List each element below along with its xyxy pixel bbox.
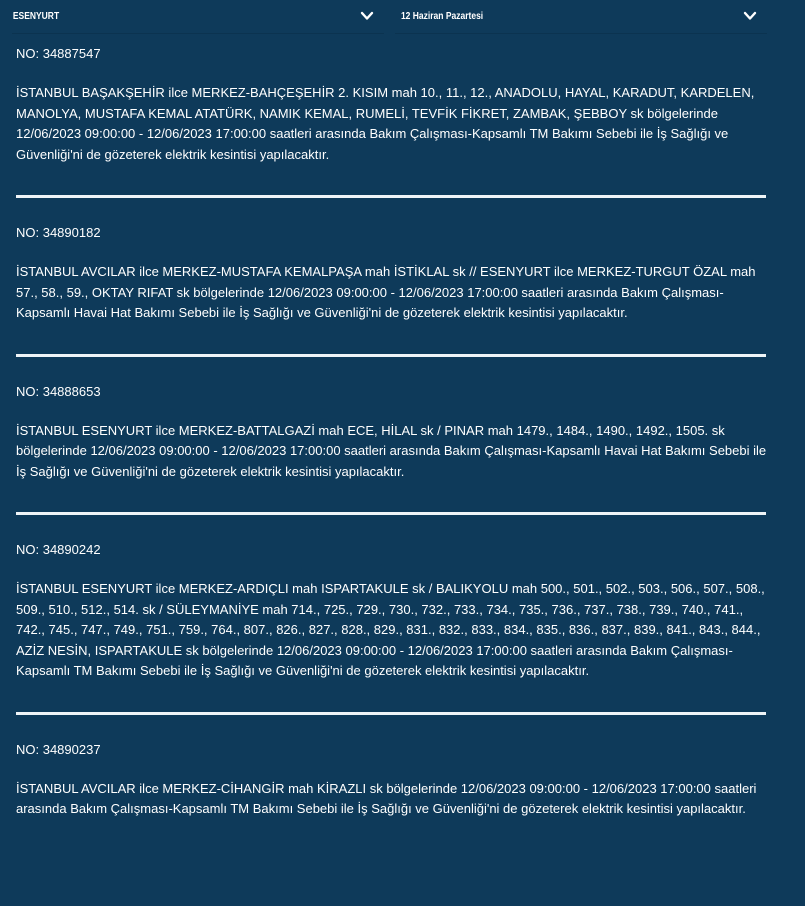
notice-number: NO: 34890237 (16, 741, 101, 757)
notice-description: İSTANBUL ESENYURT ilce MERKEZ-ARDIÇLI mah ISPARTAKULE sk / BALIKYOLU mah 500., 501., 502., 503., 506., 507., 508., 509., 510., 512., 514. sk / SÜLEYMANİYE mah 714., 725., 729., 730., 732., 733., 734., 735., 736., 737., 738., 739., 740., 741., 742., 745., 747., 749., 751., 759., 764., 807., 826., 827., 828., 829., 831., 832., 833., 834., 835., 836., 837., 839., 841., 843., 844., AZİZ NESİN, ISPARTAKULE sk bölgelerinde 12/06/2023 09:00:00 - 12/06/2023 17:00:00 saatleri arasında Bakım Çalışması-Kapsamlı TM Bakımı Sebebi ile İş Sağlığı ve Güvenliği'ni de gözeterek elektrik kesintisi yapılacaktır. (16, 581, 765, 678)
date-select[interactable] (395, 0, 767, 34)
notice-separator (16, 512, 766, 515)
notice-separator (16, 354, 766, 357)
district-select[interactable] (12, 0, 384, 34)
district-select-value: ESENYURT (12, 11, 60, 22)
notice-number: NO: 34888653 (16, 383, 101, 399)
notice-description: İSTANBUL ESENYURT ilce MERKEZ-BATTALGAZİ mah ECE, HİLAL sk / PINAR mah 1479., 1484., 1490., 1492., 1505. sk bölgelerinde 12/06/2023 09:00:00 - 12/06/2023 17:00:00 saatleri arasında Bakım Çalışması-Kapsamlı Havai Hat Bakımı Sebebi ile İş Sağlığı ve Güvenliği'ni de gözeterek elektrik kesintisi yapılacaktır. (16, 422, 767, 479)
outage-notice (16, 730, 768, 820)
notice-description: İSTANBUL AVCILAR ilce MERKEZ-CİHANGİR mah KİRAZLI sk bölgelerinde 12/06/2023 09:00:00 - 12/06/2023 17:00:00 saatleri arasında Bakım Çalışması-Kapsamlı TM Bakımı Sebebi ile İş Sağlığı ve Güvenliği'ni de gözeterek elektrik kesintisi yapılacaktır. (16, 780, 757, 816)
notice-number: NO: 34887547 (16, 46, 101, 61)
chevron-down-icon (360, 10, 374, 22)
chevron-down-icon (743, 10, 757, 22)
date-select-value: 12 Haziran Pazartesi (400, 11, 484, 22)
notice-separator (16, 712, 766, 715)
outage-notice (16, 213, 768, 324)
notice-number: NO: 34890242 (16, 542, 101, 557)
outage-notice-list (16, 34, 768, 820)
notice-separator (16, 195, 766, 198)
notice-number: NO: 34890182 (16, 225, 101, 240)
notice-description: İSTANBUL BAŞAKŞEHİR ilce MERKEZ-BAHÇEŞEHİR 2. KISIM mah 10., 11., 12., ANADOLU, HAYAL, KARADUT, KARDELEN, MANOLYA, MUSTAFA KEMAL ATATÜRK, NAMIK KEMAL, RUMELİ, TEVFİK FİKRET, ZAMBAK, ŞEBBOY sk bölgelerinde 12/06/2023 09:00:00 - 12/06/2023 17:00:00 saatleri arasında Bakım Çalışması-Kapsamlı TM Bakımı Sebebi ile İş Sağlığı ve Güvenliği'ni de gözeterek elektrik kesintisi yapılacaktır. (16, 85, 755, 162)
outage-notice (16, 372, 768, 483)
outage-notice (16, 34, 768, 165)
notice-description: İSTANBUL AVCILAR ilce MERKEZ-MUSTAFA KEMALPAŞA mah İSTİKLAL sk // ESENYURT ilce MERKEZ-TURGUT ÖZAL mah 57., 58., 59., OKTAY RIFAT sk bölgelerinde 12/06/2023 09:00:00 - 12/06/2023 17:00:00 saatleri arasında Bakım Çalışması-Kapsamlı Havai Hat Bakımı Sebebi ile İş Sağlığı ve Güvenliği'ni de gözeterek elektrik kesintisi yapılacaktır. (16, 264, 756, 320)
filter-bar (0, 0, 805, 34)
outage-notice (16, 530, 768, 682)
